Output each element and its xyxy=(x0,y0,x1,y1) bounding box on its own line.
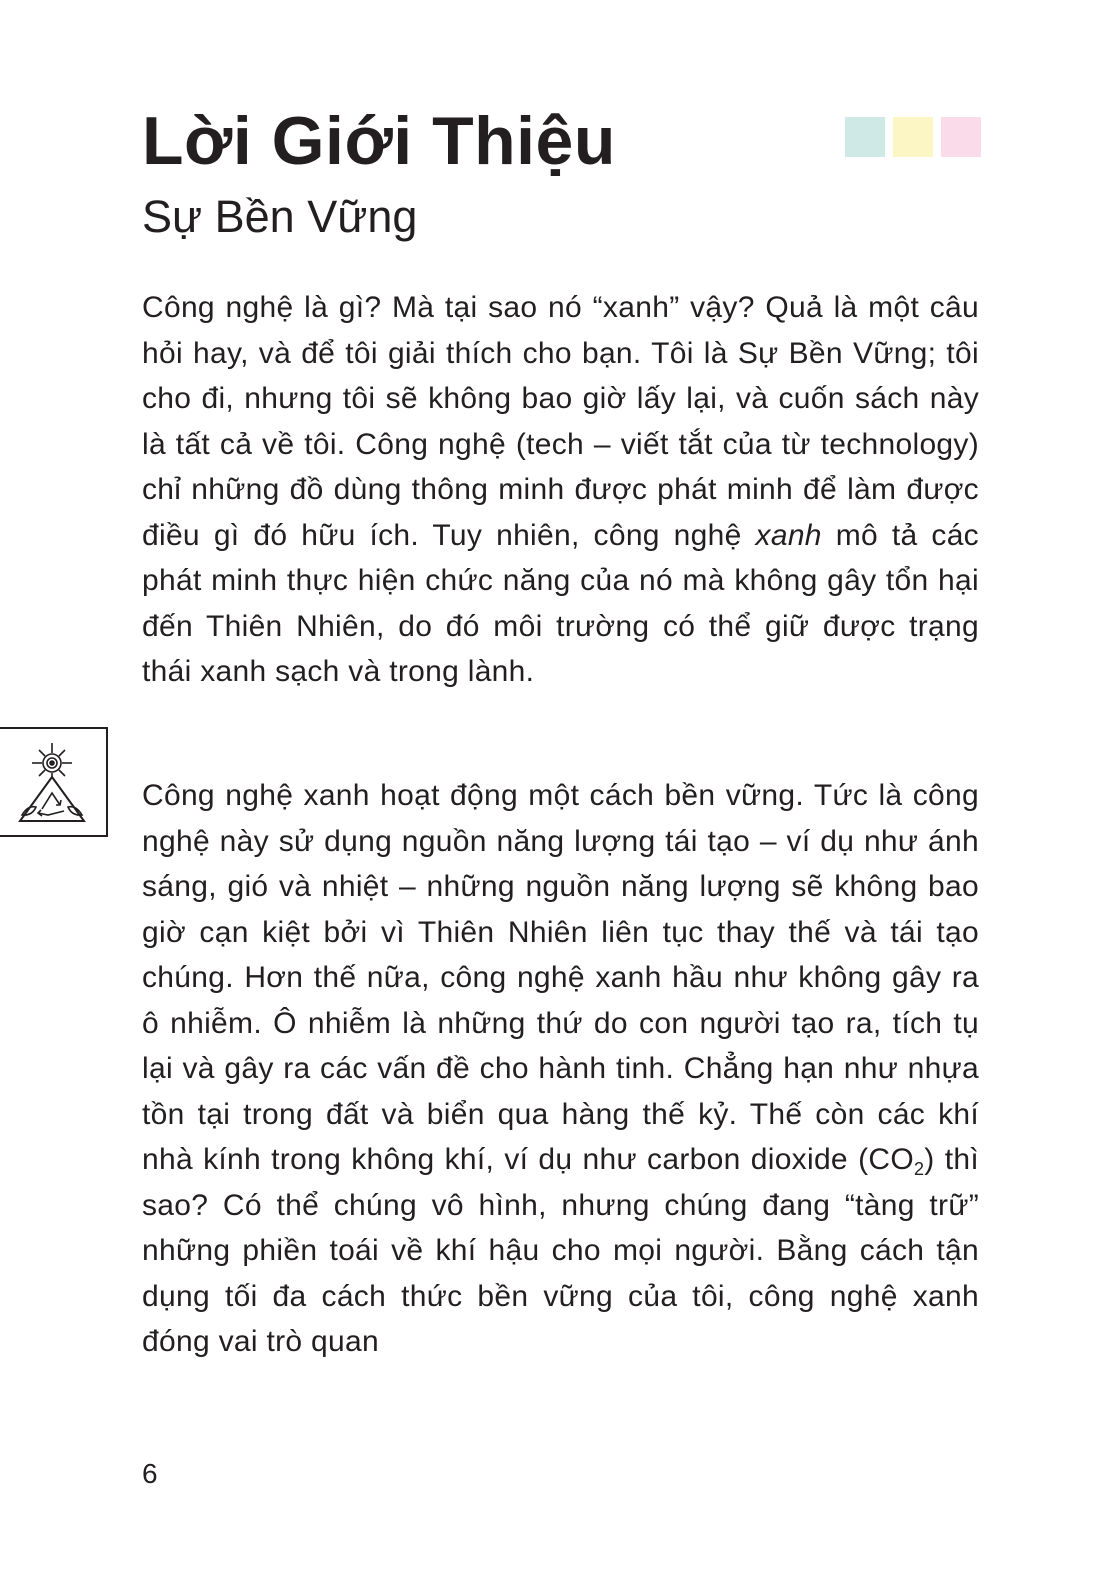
swatch-teal xyxy=(845,117,885,157)
paragraph-intro xyxy=(142,285,979,695)
page-subtitle: Sự Bền Vững xyxy=(142,191,418,242)
paragraph-green-tech-text-2: ) thì sao? Có thể chúng vô hình, nhưng chúng đang “tàng trữ” những phiền toái về khí hậu cho mọi người. Bằng cách tận dụng tối đa cách thức bền vững của tôi, công nghệ xanh đóng vai trò quan xyxy=(142,1143,979,1358)
co2-subscript: 2 xyxy=(913,1159,925,1179)
swatch-yellow xyxy=(893,117,933,157)
paragraph-intro-text-2: mô tả các phát minh thực hiện chức năng của nó mà không gây tổn hại đến Thiên Nhiên, do đó môi trường có thể giữ được trạng thái xanh sạch và trong lành. xyxy=(142,518,979,688)
page-number: 6 xyxy=(142,1458,158,1489)
emblem-box xyxy=(0,727,108,837)
paragraph-intro-text-1: Công nghệ là gì? Mà tại sao nó “xanh” vậy? Quả là một câu hỏi hay, và để tôi giải thích cho bạn. Tôi là Sự Bền Vững; tôi cho đi, nhưng tôi sẽ không bao giờ lấy lại, và cuốn sách này là tất cả về tôi. Công nghệ (tech – viết tắt của từ technology) chỉ những đồ dùng thông minh được phát minh để làm được điều gì đó hữu ích. Tuy nhiên, công nghệ xyxy=(142,291,979,552)
swatch-pink xyxy=(941,117,981,157)
sustainability-emblem-icon xyxy=(12,739,92,827)
paragraph-green-tech-text-1: Công nghệ xanh hoạt động một cách bền vững. Tức là công nghệ này sử dụng nguồn năng lượng tái tạo – ví dụ như ánh sáng, gió và nhiệt – những nguồn năng lượng sẽ không bao giờ cạn kiệt bởi vì Thiên Nhiên liên tục thay thế và tái tạo chúng. Hơn thế nữa, công nghệ xanh hầu như không gây ra ô nhiễm. Ô nhiễm là những thứ do con người tạo ra, tích tụ lại và gây ra các vấn đề cho hành tinh. Chẳng hạn như nhựa tồn tại trong đất và biển qua hàng thế kỷ. Thế còn các khí nhà kính trong không khí, ví dụ như carbon dioxide (CO xyxy=(142,779,979,1176)
page-title: Lời Giới Thiệu xyxy=(142,103,616,179)
paragraph-green-tech xyxy=(142,773,979,1365)
emphasis-xanh: xanh xyxy=(755,518,822,552)
